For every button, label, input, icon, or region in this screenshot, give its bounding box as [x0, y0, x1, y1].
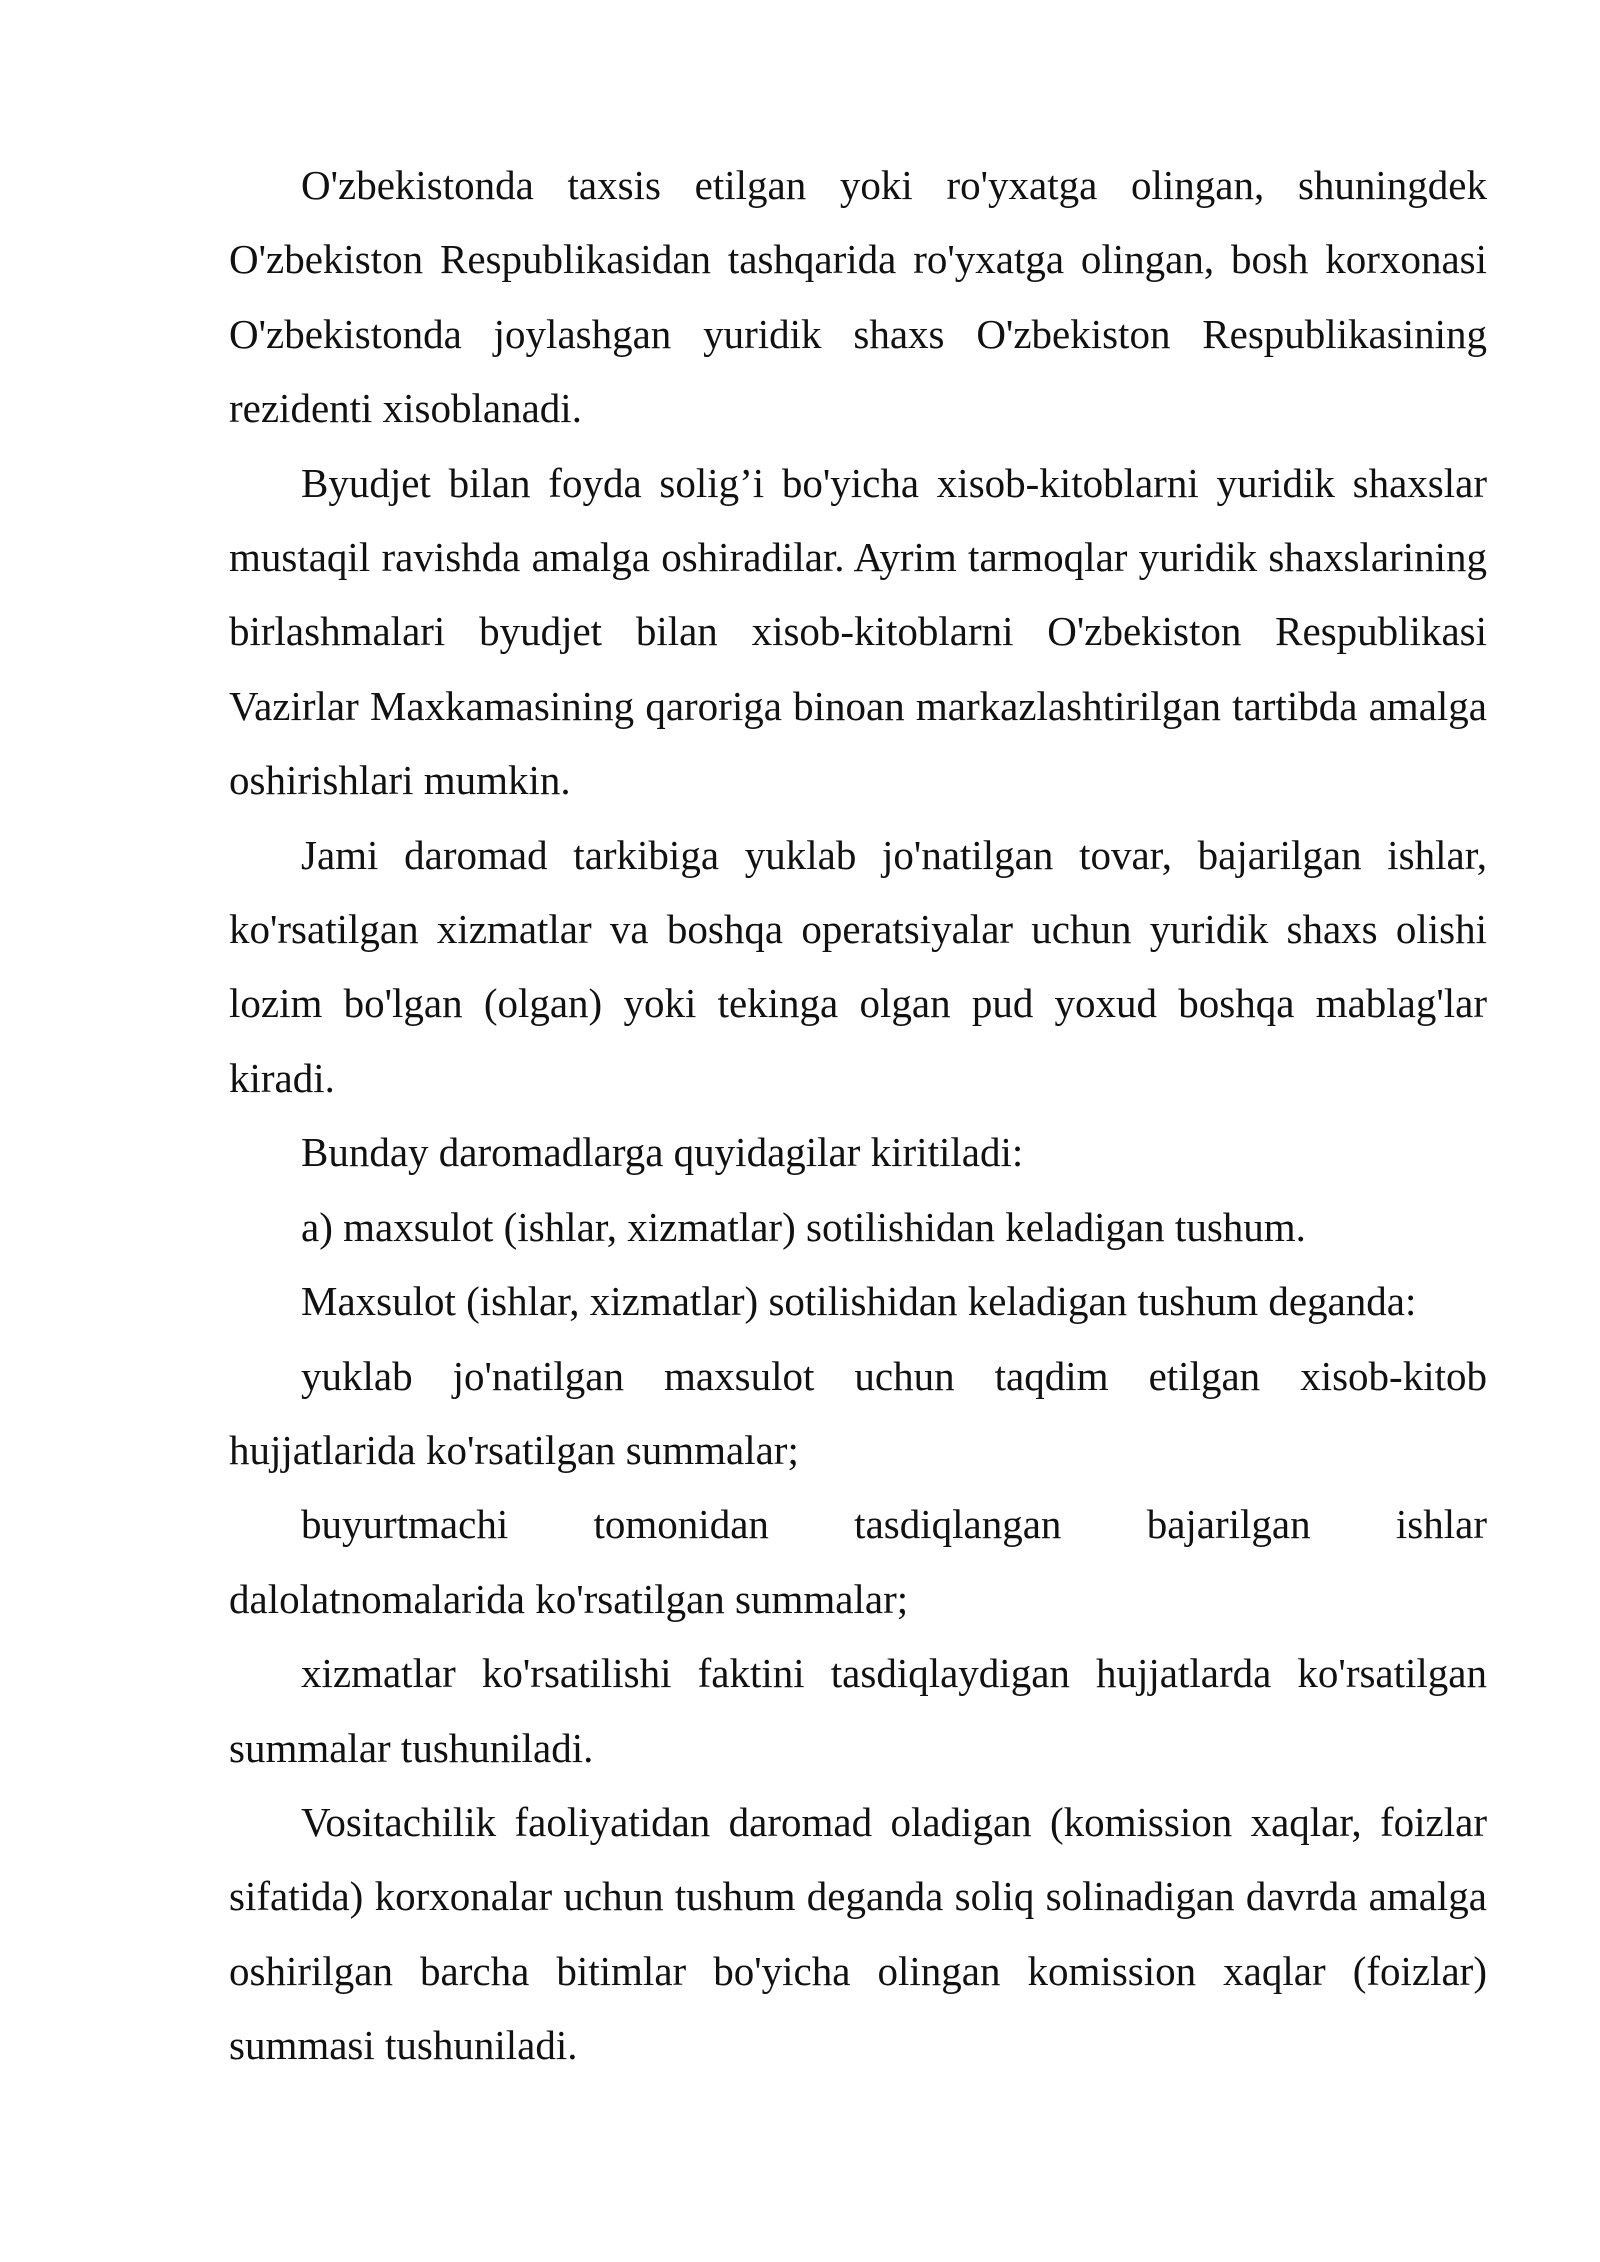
paragraph-completed-works: buyurtmachi tomonidan tasdiqlangan bajarilgan ishlar dalolatnomalarida ko'rsatilgan summalar; [229, 1501, 1487, 1622]
paragraph-services-rendered: xizmatlar ko'rsatilishi faktini tasdiqlaydigan hujjatlarda ko'rsatilgan summalar tushuniladi. [229, 1650, 1487, 1771]
paragraph-intermediary-activity: Vositachilik faoliyatidan daromad oladigan (komission xaqlar, foizlar sifatida) korxonalar uchun tushum deganda soliq solinadigan davrda amalga oshirilgan barcha bitimlar bo'yicha olingan komission xaqlar (foizlar) summasi tushuniladi. [229, 1798, 1487, 2069]
paragraph-item-a: a) maxsulot (ishlar, xizmatlar) sotilishidan keladigan tushum. [301, 1203, 1306, 1250]
paragraph-resident-definition: O'zbekistonda taxsis etilgan yoki ro'yxatga olingan, shuningdek O'zbekiston Respublikasidan tashqarida ro'yxatga olingan, bosh korxonasi O'zbekistonda joylashgan yuridik shaxs O'zbekiston Respublikasining rezidenti xisoblanadi. [229, 162, 1487, 432]
paragraph-total-income: Jami daromad tarkibiga yuklab jo'natilgan tovar, bajarilgan ishlar, ko'rsatilgan xizmatlar va boshqa operatsiyalar uchun yuridik shaxs olishi lozim bo'lgan (olgan) yoki tekinga olgan pud yoxud boshqa mablag'lar kiradi. [229, 831, 1487, 1101]
paragraph-shipped-goods: yuklab jo'natilgan maxsulot uchun taqdim etilgan xisob-kitob hujjatlarida ko'rsatilgan summalar; [229, 1352, 1487, 1473]
paragraph-budget-settlements: Byudjet bilan foyda solig’i bo'yicha xisob-kitoblarni yuridik shaxslar mustaqil ravishda amalga oshiradilar. Ayrim tarmoqlar yuridik shaxslarining birlashmalari byudjet bilan xisob-kitoblarni O'zbekiston Respublikasi Vazirlar Maxkamasining qaroriga binoan markazlashtirilgan tartibda amalga oshirishlari mumkin. [229, 459, 1487, 804]
paragraph-income-list-intro: Bunday daromadlarga quyidagilar kiritiladi: [301, 1129, 1024, 1176]
document-page [229, 148, 1487, 2083]
paragraph-revenue-definition: Maxsulot (ishlar, xizmatlar) sotilishidan keladigan tushum deganda: [301, 1278, 1417, 1325]
